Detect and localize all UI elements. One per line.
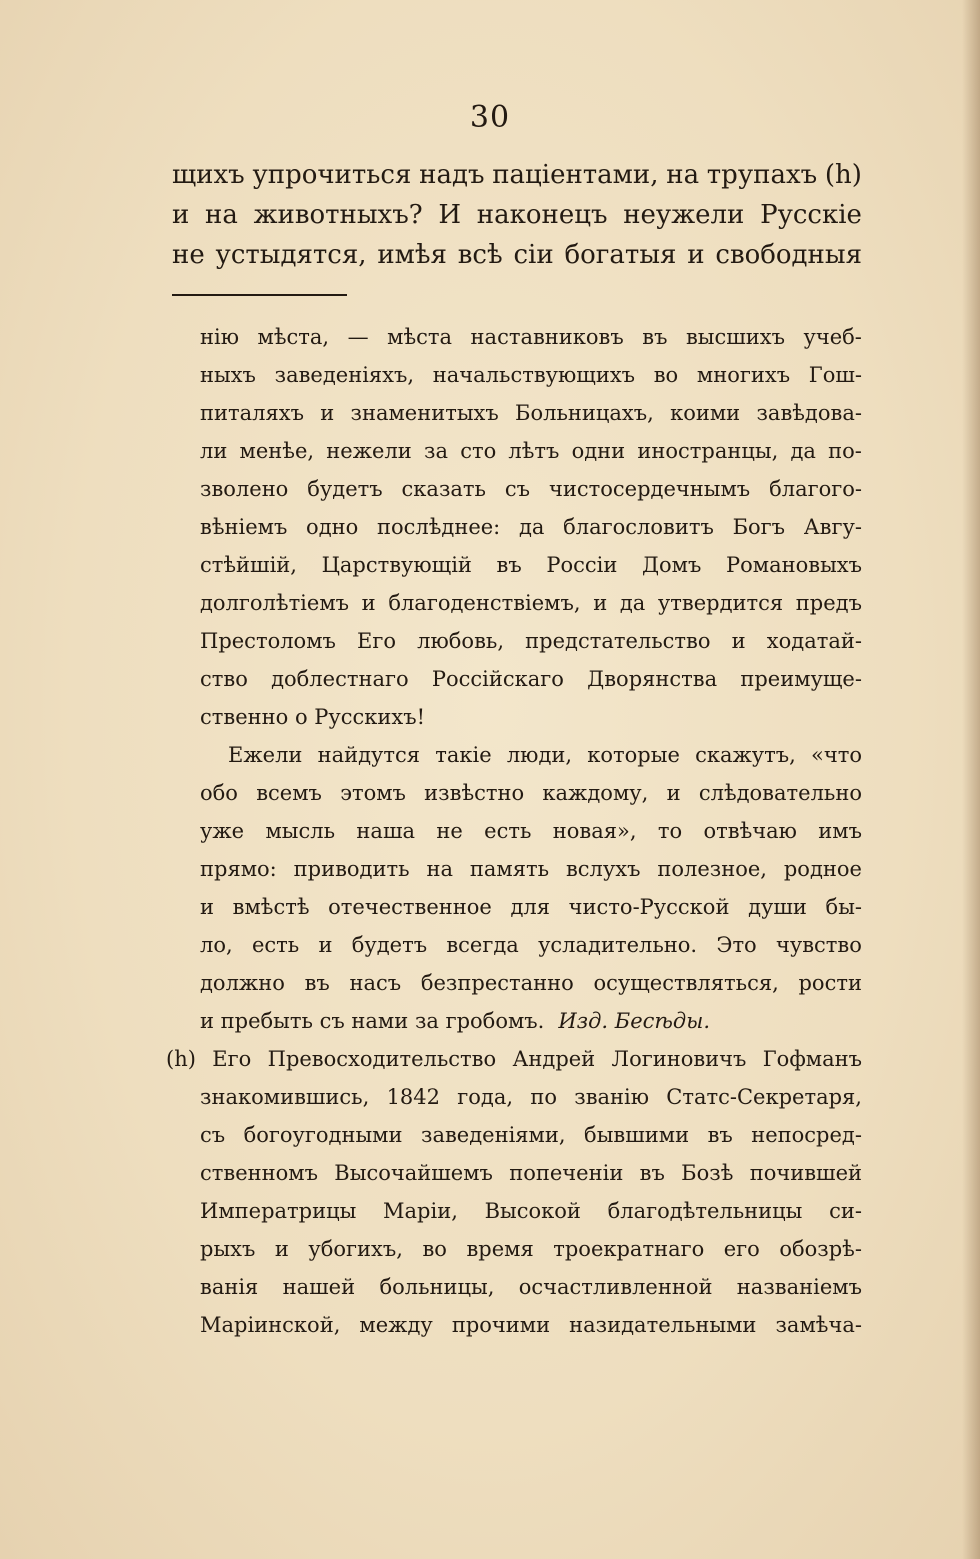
word: (h) [824,160,862,190]
footnote-line [166,964,862,1002]
word: ходатай- [766,629,862,653]
word: прочими [451,1313,551,1337]
word: такiе [435,743,492,767]
word: званiю [574,1085,650,1109]
word: наконецъ [476,200,608,230]
word: чистосердечнымъ [548,477,751,501]
footnote-line [166,318,862,356]
word: Царствующiй [321,553,472,577]
footnote-line [166,622,862,660]
footnote-h-line [166,1116,862,1154]
word: память [469,857,550,881]
footnotes-block [166,318,862,1344]
word: Авгу- [803,515,862,539]
word: Марiинской, [200,1313,341,1337]
word: одно [306,515,359,539]
word: учеб- [803,325,862,349]
word: люди, [506,743,573,767]
footnote-separator-rule [172,294,347,296]
word: осчастливленной [518,1275,713,1299]
word: Престоломъ [200,629,336,653]
word: Больницахъ, [515,401,654,425]
word: бы- [825,895,862,919]
footnote-line [166,356,862,394]
word: названiемъ [736,1275,862,1299]
word: года, [457,1085,514,1109]
footnote-h-line [166,1040,862,1078]
word: усладительно. [538,933,698,957]
word: должно [200,971,285,995]
word: заведенiяхъ, [274,363,415,387]
word: есть [251,933,300,957]
word: попеченiи [509,1161,624,1185]
word: лѣтъ [508,439,560,463]
word: не [436,819,463,843]
footnote-h-line [166,1230,862,1268]
word: Россiи [546,553,618,577]
word: 1842 [386,1085,441,1109]
footnote-line [166,888,862,926]
footnote-h-line [166,1192,862,1230]
word: Гофманъ [762,1047,862,1071]
word: Россiйскаго [431,667,564,691]
word: утвердится [657,591,784,615]
footnote-line [166,470,862,508]
word: и [172,200,190,230]
word: осуществляться, [593,971,779,995]
word: въ [639,1161,665,1185]
word: наставниковъ [470,325,624,349]
word: да [790,439,816,463]
word: мѣста, [257,325,330,349]
word: да [518,515,545,539]
footnote-line [166,926,862,964]
word: ванiя [200,1275,259,1299]
word: многихъ [696,363,791,387]
word: си- [829,1199,862,1223]
word: нежели [326,439,412,463]
main-text-line [172,195,862,235]
word: стѣйшiй, [200,553,297,577]
footnote-line [166,660,862,698]
word: родное [783,857,862,881]
word: всегда [446,933,519,957]
word: упрочиться [252,160,412,190]
word: сказать [401,477,486,501]
word: Высокой [484,1199,581,1223]
word: во [422,1237,447,1261]
word: завѣдова- [756,401,862,425]
word: и [687,240,705,270]
word: (h) [166,1047,196,1071]
word: полезное, [657,857,767,881]
word: благого- [769,477,862,501]
word: неужели [623,200,745,230]
word: послѣднее: [376,515,501,539]
word: безпрестанно [420,971,574,995]
word: рости [798,971,862,995]
word: свободныя [715,240,862,270]
word: предстательство [525,629,711,653]
word: — [347,325,369,349]
word: есть [484,819,532,843]
word: на [205,200,238,230]
word: почившей [749,1161,862,1185]
footnote-line [166,432,862,470]
word: каждому, [542,781,649,805]
word: Домъ [641,553,702,577]
word: и [274,1237,289,1261]
footnote-line [166,546,862,584]
word: всемъ [256,781,322,805]
word: скажутъ, [695,743,796,767]
word: насъ [349,971,402,995]
word: любовь, [417,629,504,653]
word: нашей [282,1275,356,1299]
word: да [619,591,646,615]
page-number: 30 [469,100,511,135]
word: сiи [513,240,554,270]
footnote-line: ственно о Русскихъ! [200,705,426,729]
word: обо [200,781,238,805]
word: обозрѣ- [779,1237,862,1261]
main-text-line [172,155,862,195]
word: имѣя [377,240,447,270]
word: чисто-Русской [568,895,730,919]
word: Дворянства [587,667,718,691]
word: зволено [200,477,289,501]
footnote-line [166,736,862,774]
word: убогихъ, [308,1237,403,1261]
word: преимуще- [740,667,862,691]
footnote-line-with-source [166,1002,862,1040]
page-edge-shadow [962,0,980,1559]
word: будетъ [351,933,428,957]
word: и [361,591,376,615]
word: ственномъ [200,1161,318,1185]
word: вмѣстѣ [232,895,310,919]
word: души [748,895,807,919]
word: мысль [265,819,336,843]
word: для [510,895,551,919]
word: которые [587,743,680,767]
word: и [318,933,333,957]
word: богоугодными [243,1123,403,1147]
word: прямо: [200,857,277,881]
word: по [530,1085,557,1109]
word: благодѣтельницы [607,1199,803,1223]
word: время [466,1237,534,1261]
word: высшихъ [685,325,785,349]
footnote-line [166,394,862,432]
word: и [593,591,608,615]
word: уже [200,819,245,843]
word: Романовыхъ [725,553,862,577]
word: по- [828,439,862,463]
word: Логиновичъ [611,1047,747,1071]
word: и [200,895,214,919]
word: знакомившись, [200,1085,370,1109]
word: Ежели [228,743,303,767]
word: вслухъ [565,857,641,881]
word: его [723,1237,760,1261]
word: ло, [200,933,233,957]
word: Бозѣ [681,1161,734,1185]
word: на [426,857,453,881]
word: имъ [818,819,862,843]
footnote-h-line [166,1306,862,1344]
word: рыхъ [200,1237,256,1261]
word: ныхъ [200,363,256,387]
word: благословитъ [563,515,714,539]
word: Его [212,1047,252,1071]
word: и [320,401,335,425]
word: новая», [552,819,637,843]
word: троекратнаго [553,1237,705,1261]
word: слѣдовательно [698,781,862,805]
word: мѣста [387,325,453,349]
word: питаляхъ [200,401,304,425]
footnote-h-line [166,1154,862,1192]
footnote-line-text: и пребыть съ нами за гробомъ. [200,1009,545,1033]
word: будетъ [307,477,383,501]
word: вѣнiемъ [200,515,288,539]
source-note: Изд. Бесѣды. [558,1009,711,1033]
footnote-h-line [166,1268,862,1306]
word: между [359,1313,433,1337]
word: непосред- [751,1123,862,1147]
main-text-block [172,155,862,275]
word: ли [200,439,228,463]
word: Высочайшемъ [334,1161,493,1185]
word: извѣстно [424,781,525,805]
word: устыдятся, [215,240,367,270]
word: не [172,240,205,270]
word: ство [200,667,248,691]
word: приводить [293,857,410,881]
word: отечественное [328,895,492,919]
word: въ [496,553,522,577]
word: знаменитыхъ [350,401,499,425]
word: животныхъ? [253,200,423,230]
footnote-h-line [166,1078,862,1116]
word: во [653,363,679,387]
main-text-line [172,235,862,275]
word: отвѣчаю [703,819,797,843]
word: благоденствiемъ, [388,591,581,615]
word: щихъ [172,160,245,190]
word: наша [356,819,415,843]
word: въ [642,325,668,349]
word: менѣе, [239,439,315,463]
word: Императрицы [200,1199,357,1223]
footnote-line [166,812,862,850]
word: предъ [795,591,862,615]
word: этомъ [340,781,406,805]
word: и [731,629,746,653]
word: въ [707,1123,733,1147]
word: замѣча- [775,1313,862,1337]
footnote-line [166,850,862,888]
word: коими [670,401,741,425]
word: богатыя [564,240,677,270]
word: И [438,200,462,230]
word: за [424,439,448,463]
word: съ [200,1123,226,1147]
word: долголѣтiемъ [200,591,350,615]
word: съ [504,477,531,501]
word: и [666,781,681,805]
word: надъ [419,160,485,190]
word: Русскiе [760,200,862,230]
word: Это [716,933,757,957]
word: Богъ [732,515,786,539]
word: бывшими [584,1123,690,1147]
word: начальствующихъ [432,363,636,387]
footnote-line [166,508,862,546]
word: то [657,819,683,843]
footnote-line [166,584,862,622]
word: трупахъ [706,160,818,190]
word: доблестнаго [271,667,409,691]
word: въ [304,971,330,995]
footnote-line [166,774,862,812]
word: заведенiями, [421,1123,566,1147]
word: больницы, [379,1275,495,1299]
word: Гош- [808,363,862,387]
word: Превосходительство [267,1047,497,1071]
word: назидательными [569,1313,757,1337]
word: Андрей [512,1047,596,1071]
word: одни [571,439,626,463]
word: нiю [200,325,239,349]
word: на [666,160,700,190]
word: иностранцы, [637,439,779,463]
word: Марiи, [383,1199,458,1223]
word: найдутся [317,743,421,767]
word: пацiентами, [492,160,659,190]
word: Статс-Секретаря, [666,1085,862,1109]
word: сто [460,439,497,463]
word: чувство [775,933,862,957]
word: всѣ [457,240,503,270]
word: «что [811,743,862,767]
word: Его [357,629,397,653]
